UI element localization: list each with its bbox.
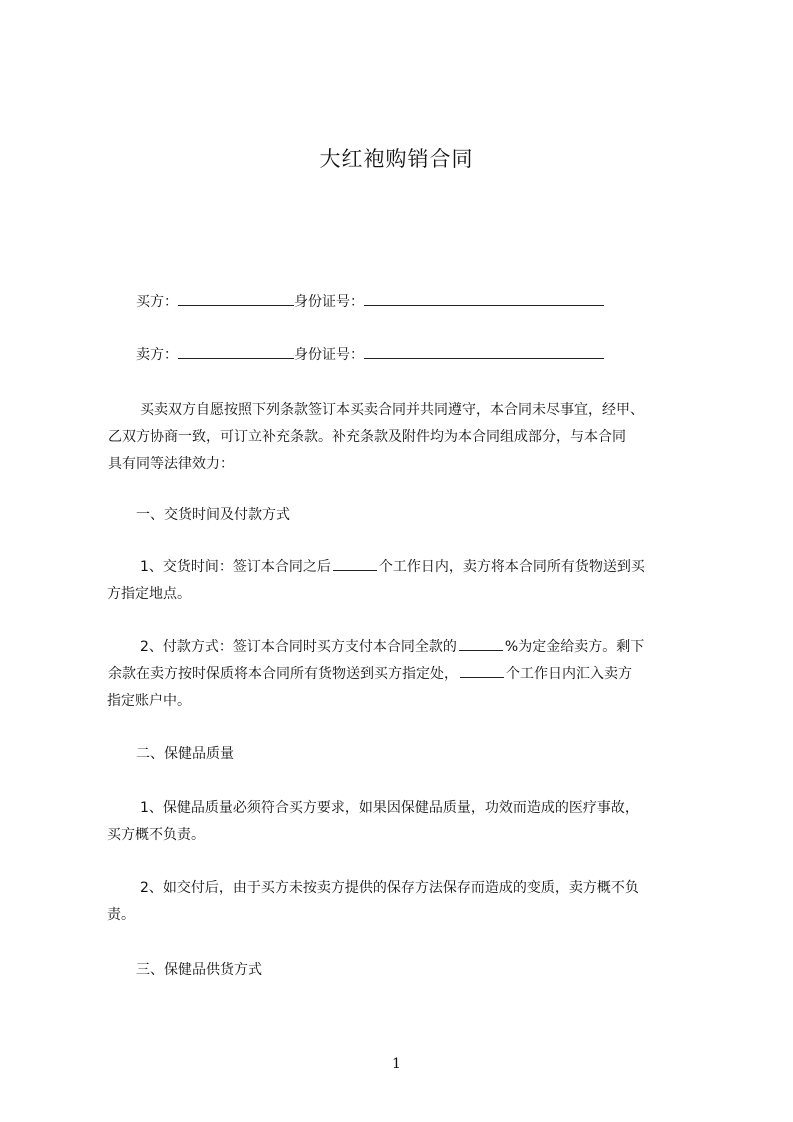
seller-name-blank[interactable] [178,344,294,359]
s2-item1-line2: 买方概不负责。 [107,827,205,843]
intro-line-1: 买卖双方自愿按照下列条款签订本买卖合同并共同遵守，本合同未尽事宜，经甲、 [140,402,644,418]
s1-item2-text-b: %为定金给卖方。剩下 [504,639,645,655]
section-3-heading: 三、保健品供货方式 [136,962,262,978]
seller-id-label: 身份证号： [294,347,364,363]
s2-item2-line2: 责。 [107,907,135,923]
seller-id-blank[interactable] [364,344,604,359]
s1-item1-line2: 方指定地点。 [107,586,191,602]
s2-item2-line1: 2、如交付后，由于买方未按卖方提供的保存方法保存而造成的变质，卖方概不负 [140,880,639,896]
s1-item1-line1 [140,553,740,581]
s1-item2-text-a: 2、付款方式：签订本合同时买方支付本合同全款的 [140,639,457,655]
buyer-name-blank[interactable] [178,291,294,306]
section-1-heading: 一、交货时间及付款方式 [136,507,290,523]
s1-item2-text-c: 余款在卖方按时保质将本合同所有货物送到买方指定处， [108,666,458,682]
s1-item2-line3: 指定账户中。 [107,693,191,709]
buyer-id-label: 身份证号： [294,294,364,310]
s1-item2-line1 [140,633,740,661]
s1-item2-text-d: 个工作日内汇入卖方 [506,666,632,682]
s2-item1-line1: 1、保健品质量必须符合买方要求，如果因保健品质量，功效而造成的医疗事故， [140,800,639,816]
delivery-days-blank[interactable] [333,556,377,571]
seller-line [136,344,604,365]
page-number: 1 [392,1056,401,1072]
s1-item2-line2 [108,660,708,688]
buyer-line [136,291,604,312]
seller-label: 卖方： [136,347,178,363]
s1-item1-text-b: 个工作日内，卖方将本合同所有货物送到买 [378,559,645,575]
deposit-percent-blank[interactable] [459,636,503,651]
intro-line-2: 乙双方协商一致，可订立补充条款。补充条款及附件均为本合同组成部分，与本合同 [108,429,626,445]
buyer-label: 买方： [136,294,178,310]
buyer-id-blank[interactable] [364,291,604,306]
payment-days-blank[interactable] [460,663,504,678]
section-2-heading: 二、保健品质量 [136,746,234,762]
intro-line-3: 具有同等法律效力： [108,456,234,472]
s1-item1-text-a: 1、交货时间：签订本合同之后 [140,559,331,575]
page-title: 大红袍购销合同 [319,147,474,171]
